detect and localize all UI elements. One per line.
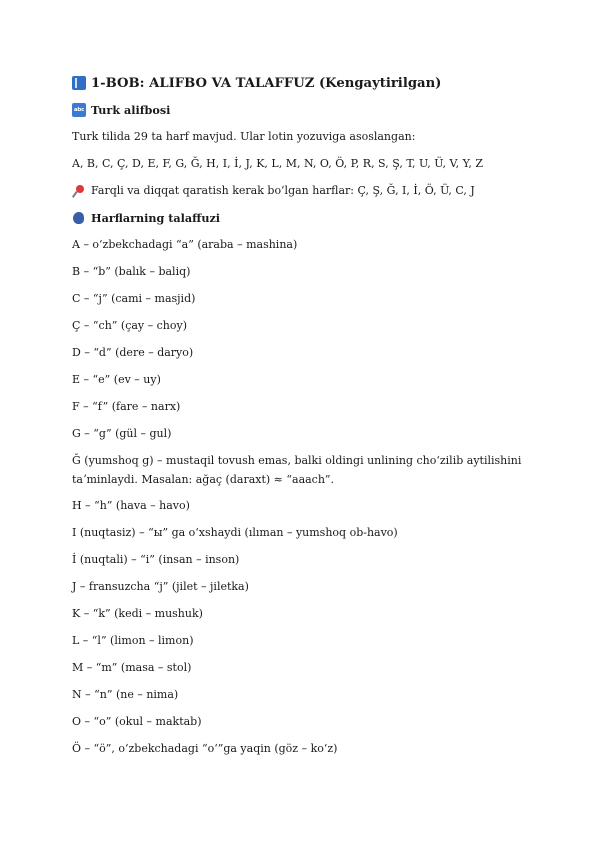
pronunciation-line: J – fransuzcha “j” (jilet – jiletka) <box>72 580 249 593</box>
pronunciation-line: İ (nuqtali) – “i” (insan – inson) <box>72 553 240 566</box>
pronunciation-line: D – “d” (dere – daryo) <box>72 346 194 359</box>
pronunciation-line: B – “b” (balık – baliq) <box>72 265 191 278</box>
section-heading-alphabet-text: Turk alifbosi <box>91 103 171 117</box>
pronunciation-line: Ç – “ch” (çay – choy) <box>72 319 187 332</box>
pronunciation-line: H – “h” (hava – havo) <box>72 499 190 512</box>
blue-book-icon <box>72 76 86 90</box>
pronunciation-line: F – “f” (fare – narx) <box>72 400 181 413</box>
section-heading-pronunciation <box>72 208 542 228</box>
pronunciation-line: L – “l” (limon – limon) <box>72 634 194 647</box>
special-letters-note-text: Farqli va diqqat qaratish kerak boʻlgan harflar: Ç, Ş, Ğ, I, İ, Ö, Ü, C, J <box>91 184 475 197</box>
pronunciation-line: A – oʻzbekchadagi “a” (araba – mashina) <box>72 238 298 251</box>
pronunciation-line: O – “o” (okul – maktab) <box>72 715 202 728</box>
document-page <box>72 72 542 766</box>
section-heading-pronunciation-text: Harflarning talaffuzi <box>91 211 221 225</box>
pronunciation-line: C – “j” (cami – masjid) <box>72 292 196 305</box>
speaking-head-icon <box>72 211 86 225</box>
section-heading-alphabet <box>72 100 542 120</box>
soft-g-paragraph: Ğ (yumshoq g) – mustaqil tovush emas, balki oldingi unlining choʻzilib aytilishini taʼminlaydi. Masalan: ağaç (daraxt) ≈ “aaach”. <box>72 454 522 486</box>
alphabet-letters: A, B, C, Ç, D, E, F, G, Ğ, H, I, İ, J, K, L, M, N, O, Ö, P, R, S, Ş, T, U, Ü, V, Y, Z <box>72 157 484 170</box>
pronunciation-line: M – “m” (masa – stol) <box>72 661 192 674</box>
pronunciation-line: I (nuqtasiz) – “ы” ga oʻxshaydi (ılıman – yumshoq ob-havo) <box>72 526 398 539</box>
pronunciation-line: E – “e” (ev – uy) <box>72 373 161 386</box>
pronunciation-line: K – “k” (kedi – mushuk) <box>72 607 203 620</box>
pronunciation-line: N – “n” (ne – nima) <box>72 688 179 701</box>
chapter-title-text: 1-BOB: ALIFBO VA TALAFFUZ (Kengaytirilgan) <box>91 75 442 91</box>
chapter-title <box>72 72 542 94</box>
alphabet-intro: Turk tilida 29 ta harf mavjud. Ular lotin yozuviga asoslangan: <box>72 130 416 143</box>
pronunciation-line: Ö – “ö”, oʻzbekchadagi “oʻ”ga yaqin (göz – koʻz) <box>72 742 338 755</box>
abc-input-icon: abc <box>72 103 86 117</box>
pronunciation-line: G – “g” (gül – gul) <box>72 427 172 440</box>
special-letters-note <box>72 181 542 201</box>
pushpin-icon <box>72 184 86 198</box>
